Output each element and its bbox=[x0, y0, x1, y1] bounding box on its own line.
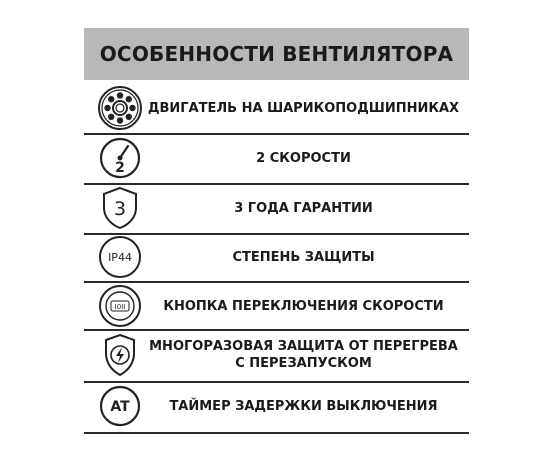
speedometer-digit: 2 bbox=[115, 160, 125, 176]
feature-row-speeds bbox=[84, 134, 469, 182]
feature-row-overheat bbox=[84, 331, 469, 379]
divider bbox=[84, 432, 469, 434]
feature-label-line1: МНОГОРАЗОВАЯ ЗАЩИТА ОТ ПЕРЕГРЕВА bbox=[149, 339, 458, 354]
feature-label: КНОПКА ПЕРЕКЛЮЧЕНИЯ СКОРОСТИ bbox=[163, 298, 444, 314]
feature-row-warranty bbox=[84, 184, 469, 232]
feature-row-switch bbox=[84, 282, 469, 330]
feature-label: ТАЙМЕР ЗАДЕРЖКИ ВЫКЛЮЧЕНИЯ bbox=[169, 398, 438, 414]
timer-text: AT bbox=[110, 399, 130, 415]
shield-digit: 3 bbox=[113, 198, 127, 220]
features-header bbox=[84, 28, 469, 80]
speedometer-2-icon bbox=[96, 134, 144, 182]
speed-switch-icon bbox=[96, 282, 144, 330]
feature-label: 3 ГОДА ГАРАНТИИ bbox=[234, 200, 373, 216]
feature-label: ДВИГАТЕЛЬ НА ШАРИКОПОДШИПНИКАХ bbox=[147, 100, 460, 116]
shield-3-icon bbox=[96, 184, 144, 232]
switch-positions-text: I0II bbox=[114, 303, 126, 311]
feature-row-timer bbox=[84, 382, 469, 430]
feature-label-line2: С ПЕРЕЗАПУСКОМ bbox=[235, 356, 372, 371]
overheat-shield-icon bbox=[96, 331, 144, 379]
feature-label bbox=[144, 338, 469, 372]
feature-label: СТЕПЕНЬ ЗАЩИТЫ bbox=[232, 249, 375, 265]
feature-label: 2 СКОРОСТИ bbox=[256, 150, 351, 166]
feature-row-bearing bbox=[84, 84, 469, 132]
auto-timer-icon bbox=[96, 382, 144, 430]
ball-bearing-icon bbox=[96, 84, 144, 132]
ip-rating-text: IP44 bbox=[108, 251, 132, 264]
ip44-icon bbox=[96, 233, 144, 281]
feature-row-protection bbox=[84, 233, 469, 281]
features-title: ОСОБЕННОСТИ ВЕНТИЛЯТОРА bbox=[99, 42, 454, 66]
